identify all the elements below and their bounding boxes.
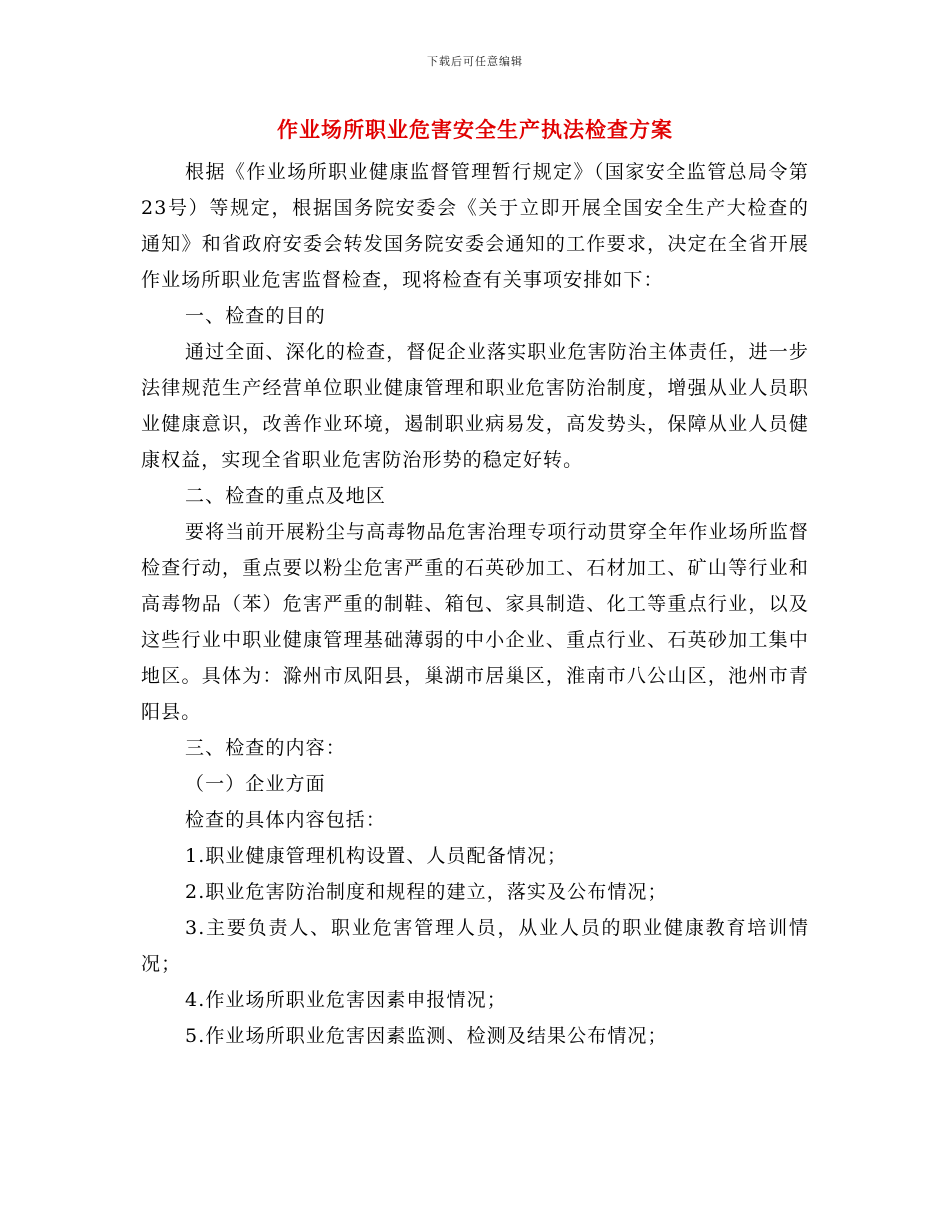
- section-heading-focus: 二、检查的重点及地区: [185, 485, 387, 507]
- focus-paragraph: 要将当前开展粉尘与高毒物品危害治理专项行动贯穿全年作业场所监督检查行动，重点要以粉尘危害严重的石英砂加工、石材加工、矿山等行业和高毒物品（苯）危害严重的制鞋、箱包、家具制造、化工等重点行业，以及这些行业中职业健康管理基础薄弱的中小企业、重点行业、石英砂加工集中地区。具体为：滁州市凤阳县，巢湖市居巢区，淮南市八公山区，池州市青阳县。: [141, 521, 809, 723]
- subsection-heading-enterprise: （一）企业方面: [185, 773, 326, 795]
- document-title: 作业场所职业危害安全生产执法检查方案: [277, 117, 673, 142]
- intro-paragraph: 根据《作业场所职业健康监督管理暂行规定》（国家安全监管总局令第23号）等规定，根据国务院安委会《关于立即开展全国安全生产大检查的通知》和省政府安委会转发国务院安委会通知的工作要求，决定在全省开展作业场所职业危害监督检查，现将检查有关事项安排如下：: [141, 161, 809, 291]
- section-heading-content: 三、检查的内容：: [185, 737, 346, 759]
- list-item: 4.作业场所职业危害因素申报情况；: [185, 989, 507, 1011]
- list-item: 5.作业场所职业危害因素监测、检测及结果公布情况；: [185, 1025, 668, 1047]
- purpose-paragraph: 通过全面、深化的检查，督促企业落实职业危害防治主体责任，进一步法律规范生产经营单位职业健康管理和职业危害防治制度，增强从业人员职业健康意识，改善作业环境，遏制职业病易发，高发势头，保障从业人员健康权益，实现全省职业危害防治形势的稳定好转。: [141, 341, 809, 471]
- content-intro: 检查的具体内容包括：: [185, 809, 387, 831]
- section-heading-purpose: 一、检查的目的: [185, 305, 326, 327]
- header-note: 下载后可任意编辑: [427, 55, 523, 68]
- list-item: 1.职业健康管理机构设置、人员配备情况；: [185, 845, 568, 867]
- list-item: 2.职业危害防治制度和规程的建立，落实及公布情况；: [185, 881, 668, 903]
- list-item: 3.主要负责人、职业危害管理人员，从业人员的职业健康教育培训情况；: [141, 917, 809, 975]
- document-body: [141, 154, 809, 1054]
